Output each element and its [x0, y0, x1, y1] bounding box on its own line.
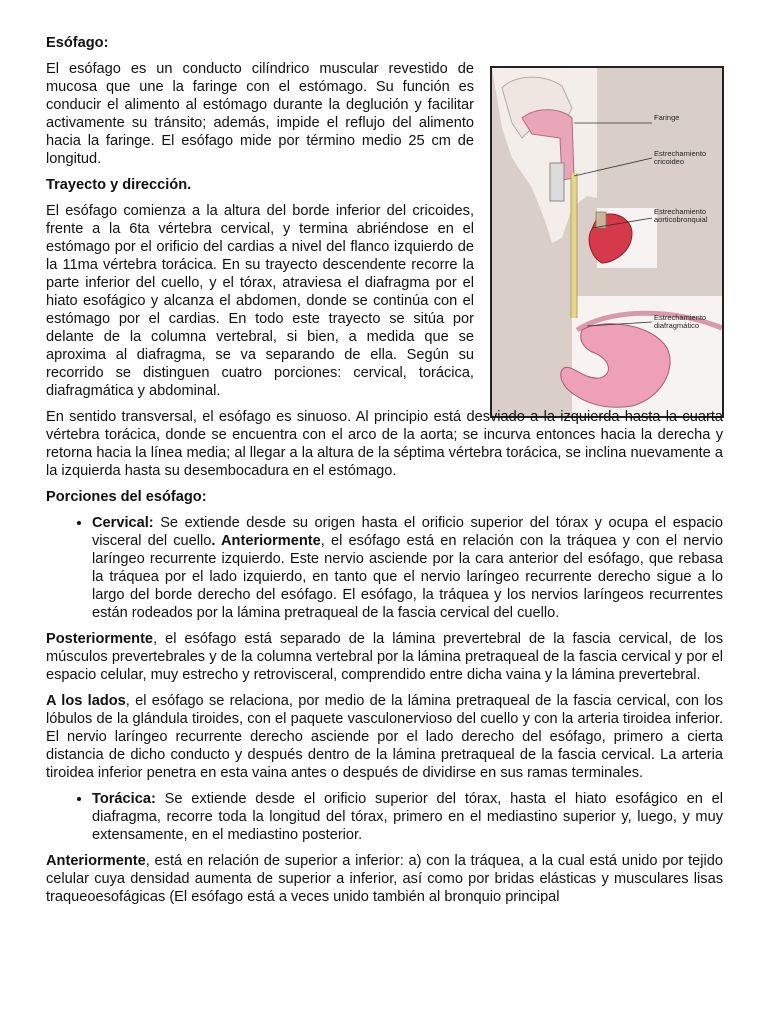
trayecto-paragraph: El esófago comienza a la altura del borde inferior del cricoides, frente a la 6ta vértebra cervical, y termina abriéndose en el estómago por el orificio del cardias a nivel del flanco izquierdo de la 11ma vértebra torácica. En su trayecto descendente recorre la parte inferior del cuello, y el tórax, atraviesa el diafragma por el hiato esofágico y alcanza el abdomen, donde se continúa con el estómago por el cardias. En todo este trayecto se sitúa por delante de la columna vertebral, si bien, a medida que se aproxima al diafragma, se va separando de ella. Según su recorrido se distinguen cuatro porciones: cervical, torácica, diafragmática y abdominal. [46, 203, 474, 399]
lados-label: A los lados [46, 693, 126, 709]
cervical-text-1: Se extiende desde su origen hasta el orificio superior del tórax y ocupa el espacio visceral del cuello [92, 515, 723, 549]
posterior-text: , el esófago está separado de la lámina prevertebral de la fascia cervical, de los músculos prevertebrales y de la columna vertebral por la lámina pretraqueal de la fascia cervical y por el espacio celular, muy estrecho y retrovisceral, comprendido entre dicha vaina y la lámina prevertebral. [46, 631, 723, 683]
heading-porciones: Porciones del esófago: [46, 489, 207, 505]
label-estrechamiento-cricoideo: Estrechamiento cricoideo [654, 149, 707, 166]
porciones-list-cervical [46, 514, 723, 622]
transversal-text: En sentido transversal, el esófago es sinuoso. Al principio está desviado a la izquierda hasta la cuarta vértebra torácica, donde se encuentra con el arco de la aorta; se incurva entonces hacia la derecha y retorna hacia la línea media; al llegar a la altura de la séptima vértebra torácica, se inclina nuevamente a la izquierda hasta su desembocadura en el estómago. [46, 409, 723, 479]
list-item-toracica [92, 790, 723, 844]
toracica-text: Se extiende desde el orificio superior del tórax, hasta el hiato esofágico en el diafragma, recorre toda la longitud del tórax, primero en el mediastino superior y, luego, y muy extensamente, en el mediastino posterior. [92, 791, 723, 843]
heading-trayecto: Trayecto y dirección. [46, 177, 192, 193]
lados-text: , el esófago se relaciona, por medio de la lámina pretraqueal de la fascia cervical, con los lóbulos de la glándula tiroides, con el paquete vasculonervioso del cuello y con la arteria tiroidea inferior. El nervio laríngeo recurrente derecho asciende por el lado derecho del esófago, primero a cierta distancia de dicho conducto y después dentro de la lámina pretraqueal de la fascia cervical. La arteria tiroidea inferior penetra en esta vaina antes o después de dividirse en sus ramas terminales. [46, 693, 723, 781]
transversal-paragraph [46, 408, 723, 480]
cervical-text-2: , el esófago está en relación con la tráquea y con el nervio laríngeo recurrente izquierdo. Este nervio asciende por la cara anterior del esófago, que rebasa la tráquea por el lado izquierdo, en tanto que el nervio laríngeo recurrente derecho sigue a lo largo del borde derecho del esófago. El esófago, la tráquea y los nervios laríngeos recurrentes están rodeados por la lámina pretraqueal de la fascia cervical del cuello. [92, 533, 724, 621]
document-body [46, 34, 723, 914]
list-item-cervical [92, 514, 723, 622]
intro-paragraph: El esófago es un conducto cilíndrico muscular revestido de mucosa que une la faringe con el estómago. Su función es conducir el alimento al estómago durante la deglución y facilitar activamente su tránsito; además, impide el reflujo del alimento hacia la faringe. El esófago mide por término medio 25 cm de longitud. [46, 61, 474, 167]
label-faringe: Faringe [654, 113, 680, 122]
anterior-text: , está en relación de superior a inferior: a) con la tráquea, a la cual está unido por tejido celular cuya densidad aumenta de superior a inferior, así como por bridas elásticas y musculares lisas traqueoesofágicas (El esófago está a veces unido también al bronquio principal [46, 853, 723, 905]
posterior-label: Posteriormente [46, 631, 154, 647]
porciones-list-toracica [46, 790, 723, 844]
toracica-label: Torácica: [92, 791, 156, 807]
label-estrechamiento-diafragmatico: Estrechamiento diafragmático [654, 313, 707, 330]
label-estrechamiento-aorticobronquial: Estrechamiento aorticobronquial [654, 207, 708, 224]
anterior-paragraph [46, 852, 723, 906]
heading-esofago: Esófago: [46, 35, 109, 51]
posterior-paragraph [46, 630, 723, 684]
cervical-bold: . Anteriormente [211, 533, 321, 549]
cervical-label: Cervical: [92, 515, 154, 531]
lados-paragraph [46, 692, 723, 782]
anterior-label: Anteriormente [46, 853, 146, 869]
